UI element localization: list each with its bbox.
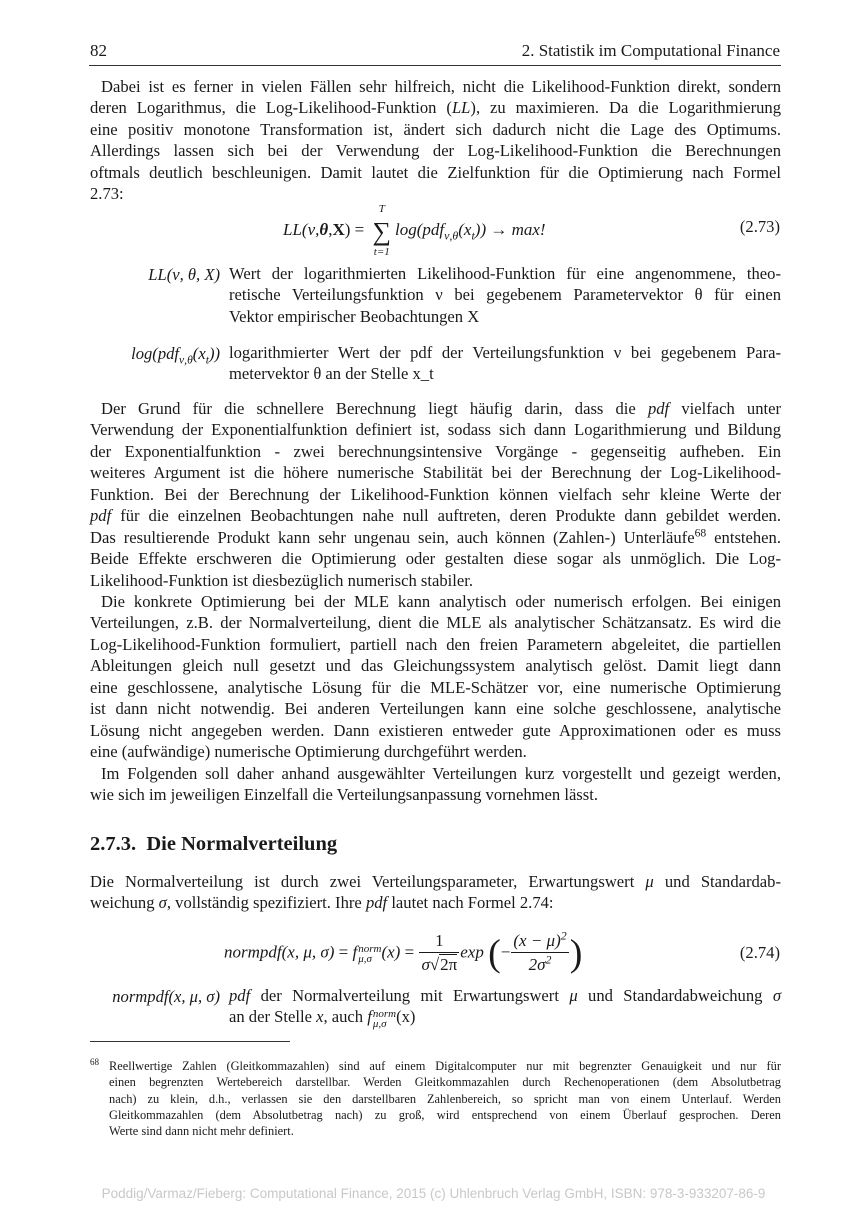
eq-subscript: ν,θ [444, 228, 459, 243]
text-line: logarithmierter Wert der pdf der Verteilungsfunktion ν bei gegebenem Para- [229, 343, 781, 362]
section-title: Die Normalverteilung [146, 833, 338, 855]
definition-term: LL(ν, θ, X) [148, 265, 220, 284]
f-argument: (x) [396, 1007, 416, 1027]
text-fragment: und Standardabweichung [588, 986, 763, 1005]
text-fragment: ), zu maximieren. Da die Logarithmierung [470, 98, 781, 118]
text-line: eine geschlossene, analytische Lösung für die MLE-Schätzer vor, eine numerische Optimierung [90, 677, 781, 697]
f-supsub [358, 944, 381, 964]
theta-symbol: θ [319, 220, 329, 239]
equation-2-73 [283, 203, 546, 258]
close-paren: ) [569, 932, 583, 975]
f-superscript: norm [358, 942, 382, 955]
text-line: Allerdings lassen sich bei der Verwendung der Log-Likelihood-Funktion die Berechnungen [90, 141, 781, 161]
sigma-symbol: σ [772, 986, 782, 1005]
text-line: Wert der logarithmierten Likelihood-Funktion für eine angenommene, theo- [229, 264, 781, 283]
text-fragment: lautet nach Formel 2.74: [391, 893, 554, 913]
text-line [229, 1006, 781, 1028]
text-line: einen begrenzten Wertebereich darstellbar. Werden Gleitkommazahlen durch Rechenoperationen (dem Absolutbetrag [109, 1075, 781, 1090]
sigma-glyph: ∑ [372, 217, 392, 246]
text-line: Verwendung der Exponentialfunktion definiert ist, sodass sich dann Logarithmierung und Bildung [90, 420, 781, 440]
eq-arg-subscript: t [471, 228, 475, 243]
f-subscript: μ,σ [372, 1017, 387, 1030]
f-subscript: μ,σ [358, 952, 372, 965]
paragraph-normal-distribution [90, 871, 781, 914]
mu-symbol: μ [645, 872, 654, 891]
ll-abbreviation: LL [451, 98, 471, 118]
sigma-symbol: σ [421, 955, 430, 974]
text-line [90, 892, 781, 913]
paragraph-log-likelihood-intro [90, 76, 781, 205]
sigma-symbol: σ [158, 893, 167, 913]
text-fragment: vielfach unter [681, 399, 781, 418]
definition-term [131, 344, 220, 367]
definition-text [229, 342, 781, 385]
text-line: oftmals deutlich beschleunigen. Damit lautet die Zielfunktion für die Optimierung nach Formel [90, 162, 781, 182]
text-line: Ableitungen gleich null gesetzt und das Gleichungssystem analytisch gelöst. Damit liegt dann [90, 656, 781, 676]
inner-fraction [511, 930, 568, 977]
text-line: weiteres Argument ist die höhere numerische Stabilität bei der Berechnung der Log-Likelihood- [90, 463, 781, 483]
text-fragment: entstehen. [714, 527, 781, 547]
fraction [419, 930, 459, 977]
equation-number: (2.73) [739, 217, 780, 236]
term-subscript: t [205, 353, 209, 367]
f-symbol: f [352, 942, 358, 962]
section-number: 2.7.3. [90, 833, 137, 855]
equation-number: (2.74) [739, 943, 780, 962]
term-part: log(pdf [131, 344, 180, 363]
text-line: retische Verteilungsfunktion ν bei gegebenem Parametervektor θ für einen [229, 285, 781, 305]
text-fragment: Das resultierende Produkt kann sehr ungenau sein, auch können (Zahlen-) Unterläufe [90, 527, 695, 547]
text-fragment: Die Normalverteilung ist durch zwei Verteilungsparameter, Erwartungswert [90, 872, 635, 891]
text-line [90, 505, 781, 526]
text-fragment: und Standardab- [664, 872, 781, 891]
text-line: Die konkrete Optimierung bei der MLE kann analytisch oder numerisch erfolgen. Bei einigen [101, 592, 781, 611]
copyright-watermark: Poddig/Varmaz/Fieberg: Computational Finance, 2015 (c) Uhlenbruch Verlag GmbH, ISBN: 978-3-933207-86-9 [101, 1186, 766, 1201]
definition-text [229, 263, 781, 327]
x-symbol: x [316, 1007, 324, 1027]
equals-sign: = [338, 942, 349, 962]
text-line: Log-Likelihood-Funktion formuliert, partiell nach den freien Parametern abgeleitet, die partiellen [90, 634, 781, 654]
sum-upper-limit: T [378, 203, 385, 215]
term-part: )) [208, 344, 220, 363]
text-line: Dabei ist es ferner in vielen Fällen sehr hilfreich, nicht die Likelihood-Funktion direkt, sondern [101, 77, 781, 96]
text-line: ist dann nicht notwendig. Bei anderen Verteilungen kann eine solche geschlossene, analytische [90, 699, 781, 719]
eq-tail: )) → max! [474, 220, 546, 239]
f-argument: (x) [381, 942, 401, 962]
text-line: wie sich im jeweiligen Einzelfall die Verteilungsanpassung vornehmen lässt. [90, 785, 598, 805]
text-line: Reellwertige Zahlen (Gleitkommazahlen) sind auf einem Digitalcomputer nur mit begrenzter Genauigkeit und nur für [109, 1059, 781, 1073]
term-part: (x [192, 344, 206, 363]
definition-text [229, 985, 781, 1029]
text-line: Verteilungen, z.B. der Normalverteilung, dient die MLE als analytischer Schätzansatz. Es wird die [90, 613, 781, 633]
term-subscript: ν,θ [179, 353, 193, 367]
text-line: der Exponentialfunktion - zwei berechnungsintensive Vorgänge - gegenseitig aufheben. Ein [90, 441, 781, 461]
text-line: Werte sind dann nicht mehr definiert. [109, 1124, 294, 1139]
equals-sign: = [354, 220, 365, 239]
inner-numerator-text: (x − μ) [513, 931, 561, 950]
exp-function: exp [460, 942, 484, 962]
fraction-denominator [419, 952, 459, 977]
text-line: Funktion. Bei der Berechnung der Likelihood-Funktion können vielfach sehr kleine Werte der [90, 484, 781, 504]
footnote-rule [90, 1041, 290, 1042]
inner-denominator-text: 2σ [528, 955, 546, 974]
equals-sign: = [404, 942, 415, 962]
text-line: metervektor θ an der Stelle x_t [229, 364, 434, 384]
mu-symbol: μ [569, 986, 578, 1005]
text-fragment: , auch [323, 1007, 364, 1027]
text-line [90, 398, 781, 419]
x-vector-symbol: X [332, 220, 345, 239]
pdf-term: pdf [365, 893, 388, 913]
text-fragment: weichung [90, 893, 155, 913]
text-line: eine positiv monotone Transformation ist, ändert sich dadurch nicht die Lage des Optimums. [90, 119, 781, 139]
eq-paren: ) [344, 220, 351, 239]
sqrt-symbol: √ [429, 955, 440, 974]
text-line: eine (aufwändige) numerische Optimierung durchgeführt werden. [90, 742, 527, 762]
text-fragment: für die einzelnen Beobachtungen nahe null auftreten, deren Produkte dann gebildet werden. [120, 506, 782, 526]
text-fragment: deren Logarithmus, die Log-Likelihood-Funktion ( [90, 98, 452, 118]
inner-numerator [511, 930, 568, 952]
text-line: Beide Effekte erschweren die Optimierung oder gestalten diese sogar als unmöglich. Die Log- [90, 549, 781, 569]
text-fragment: der Normalverteilung mit Erwartungswert [260, 986, 559, 1005]
summation-symbol [372, 203, 392, 258]
footnote-reference[interactable]: 68 [694, 526, 707, 540]
text-line: 2.73: [90, 184, 124, 204]
text-line: Gleitkommazahlen (dem Absolutbetrag nach) zu groß, wird entsprechend von einem Überlauf gesprochen. Deren [109, 1107, 781, 1122]
text-line: Im Folgenden soll daher anhand ausgewählter Verteilungen kurz vorgestellt und gezeigt werden, [101, 764, 781, 783]
inner-denominator [511, 952, 568, 977]
eq-arg: (x [458, 220, 472, 239]
fraction-numerator: 1 [435, 931, 444, 950]
text-line [90, 527, 781, 548]
paragraph-computation-reason [90, 398, 781, 591]
f-symbol: f [367, 1007, 372, 1027]
pdf-term: pdf [229, 986, 251, 1005]
eq-body: log(pdf [395, 220, 445, 239]
section-heading [90, 833, 337, 856]
text-line [90, 97, 781, 118]
equation-2-74 [224, 930, 582, 977]
f-supsub [373, 1009, 396, 1029]
f-superscript: norm [372, 1007, 397, 1020]
exponent: 2 [545, 952, 552, 967]
header-rule [89, 65, 781, 66]
text-line: Likelihood-Funktion ist diesbezüglich numerisch stabiler. [90, 570, 473, 590]
page-number: 82 [90, 41, 107, 60]
minus-sign: − [500, 942, 511, 962]
footnote-mark: 68 [90, 1057, 99, 1067]
text-line [90, 871, 781, 892]
paragraph-optimization [90, 591, 781, 763]
text-line: nach) zu klein, d.h., verlassen sie den darstellbaren Zahlenbereich, so spricht man von einem Unterlauf. Werden [109, 1091, 781, 1106]
eq-lhs-ll: LL(ν, [283, 220, 320, 239]
eq-lhs: normpdf(x, μ, σ) [224, 942, 335, 962]
text-line: Vektor empirischer Beobachtungen X [229, 306, 480, 326]
exponent: 2 [560, 928, 567, 943]
definition-term: normpdf(x, μ, σ) [112, 987, 220, 1006]
pdf-term: pdf [647, 399, 670, 418]
text-fragment: , vollständig spezifiziert. Ihre [166, 893, 362, 913]
open-paren: ( [488, 932, 501, 975]
text-fragment: Der Grund für die schnellere Berechnung liegt häufig darin, dass die [101, 399, 636, 418]
pdf-term: pdf [90, 506, 112, 526]
sum-lower-limit: t=1 [373, 246, 390, 258]
sqrt-radicand: 2π [440, 955, 458, 974]
text-fragment: an der Stelle [229, 1007, 312, 1027]
text-line: Lösung nicht angegeben werden. Dann existieren entweder gute Approximationen oder es muss [90, 720, 781, 740]
running-header-title: 2. Statistik im Computational Finance [521, 41, 780, 60]
eq-comma: , [328, 220, 333, 239]
paragraph-outlook [90, 763, 781, 806]
footnote-text [109, 1058, 781, 1139]
text-line [229, 985, 781, 1006]
